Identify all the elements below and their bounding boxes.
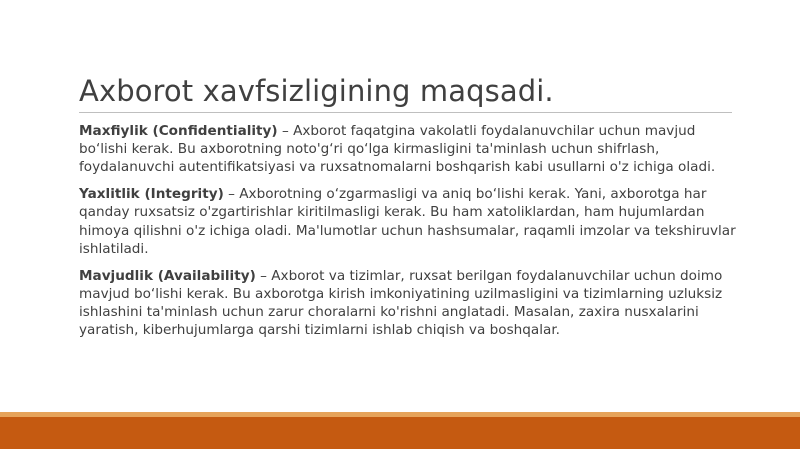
title-divider	[79, 112, 732, 113]
paragraph-availability	[79, 267, 739, 340]
term-availability: Mavjudlik (Availability)	[79, 267, 256, 284]
text-confidentiality: – Axborot faqatgina vakolatli foydalanuvchilar uchun mavjud bo‘lishi kerak. Bu axborotning noto'g‘ri qo‘lga kirmasligini ta'minlash uchun shifrlash, foydalanuvchi autentifikatsiyasi va ruxsatnomalarni boshqarish kabi usullarni o'z ichiga oladi.	[79, 123, 716, 176]
footer-band	[0, 417, 800, 449]
text-integrity: – Axborotning o‘zgarmasligi va aniq bo‘lishi kerak. Yani, axborotga har qanday ruxsatsiz o'zgartirishlar kiritilmasligi kerak. Bu ham xatoliklardan, ham hujumlardan himoya qilishni o'z ichiga oladi. Ma'lumotlar uchun hashsumalar, raqamli imzolar va tekshiruvlar ishlatiladi.	[79, 186, 736, 257]
slide-title: Axborot xavfsizligining maqsadi.	[79, 74, 554, 108]
term-integrity: Yaxlitlik (Integrity)	[79, 186, 224, 203]
paragraph-confidentiality	[79, 122, 739, 177]
slide-body	[79, 122, 739, 348]
term-confidentiality: Maxfiylik (Confidentiality)	[79, 123, 278, 139]
paragraph-integrity	[79, 185, 739, 258]
text-availability: – Axborot va tizimlar, ruxsat berilgan foydalanuvchilar uchun doimo mavjud bo‘lishi kerak. Bu axborotga kirish imkoniyatining uzilmasligini va tizimlarning uzluksiz ishlashini ta'minlash uchun zarur choralarni ko'rishni anglatadi. Masalan, zaxira nusxalarini yaratish, kiberhujumlarga qarshi tizimlarni ishlab chiqish va boshqalar.	[79, 267, 723, 339]
